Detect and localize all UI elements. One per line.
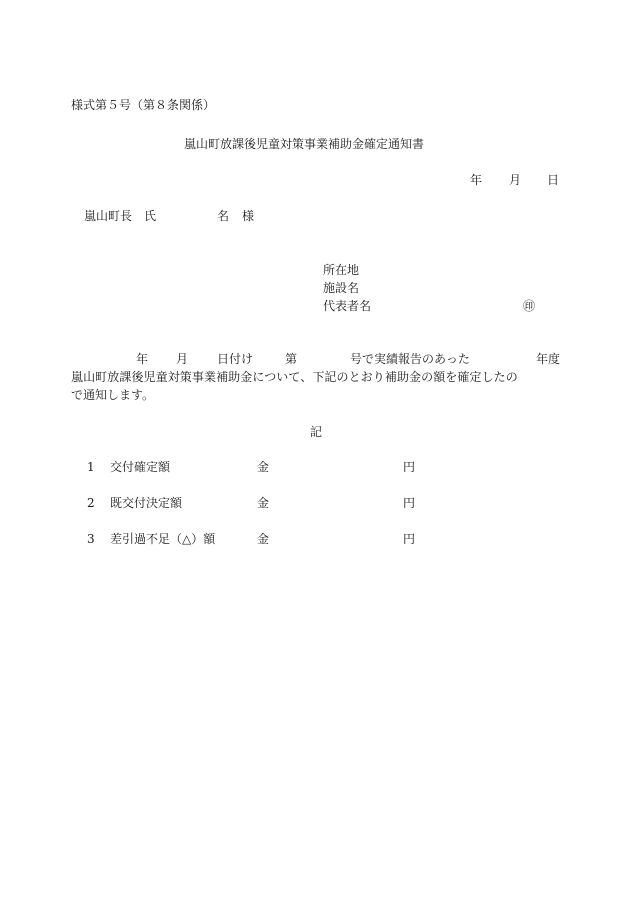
item-number: 3 [87,532,95,546]
addressee-honorific: 様 [242,209,255,223]
date-month: 月 [509,173,522,187]
item-number: 1 [87,460,95,474]
document-title: 嵐山町放課後児童対策事業補助金確定通知書 [184,137,425,151]
item-yen: 円 [403,532,416,546]
representative-label: 代表者名 [323,299,372,313]
date-day: 日 [547,173,560,187]
body-dated: 日付け [217,352,254,366]
item-kin: 金 [257,460,270,474]
item-number: 2 [87,496,95,510]
item-kin: 金 [257,532,270,546]
form-number: 様式第５号（第８条関係） [71,98,216,112]
ki-heading: 記 [310,425,323,439]
item-row [71,459,571,475]
body-month: 月 [176,352,189,366]
seal-mark: ㊞ [523,299,536,313]
address-label: 所在地 [323,263,360,277]
facility-label: 施設名 [323,281,360,295]
body-line-2: 嵐山町放課後児童対策事業補助金について、下記のとおり補助金の額を確定したの [71,370,518,384]
body-year: 年 [136,352,149,366]
body-dai: 第 [285,352,298,366]
body-fiscal-year: 年度 [536,352,561,366]
body-line-3: で通知します。 [71,388,155,402]
date-year: 年 [470,173,483,187]
addressee-name: 嵐山町長 氏 [84,209,157,223]
item-yen: 円 [403,460,416,474]
item-kin: 金 [257,496,270,510]
item-yen: 円 [403,496,416,510]
item-row [71,531,571,547]
addressee-name-suffix: 名 [217,209,230,223]
item-label: 交付確定額 [110,460,171,474]
item-label: 差引過不足（△）額 [110,532,216,546]
item-label: 既交付決定額 [110,496,183,510]
body-report-text: 号で実績報告のあった [350,352,470,366]
item-row [71,495,571,511]
